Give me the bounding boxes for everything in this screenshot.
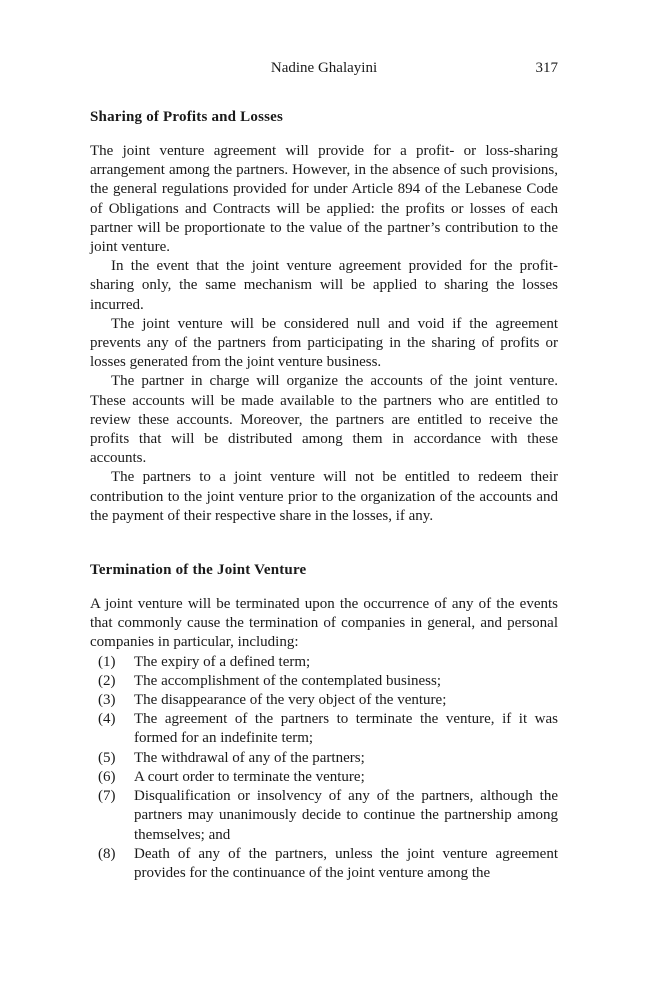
paragraph: The partners to a joint venture will not be entitled to redeem their contribution to the joint venture prior to the organization of the accounts and the payment of their respective share in the losses, if any.: [90, 469, 558, 524]
section-heading-termination: Termination of the Joint Venture: [90, 562, 307, 579]
list-item: [90, 749, 558, 768]
paragraph: A joint venture will be terminated upon the occurrence of any of the events that commonly cause the termination of companies in general, and personal companies in particular, including:: [90, 596, 558, 651]
list-item-number: (5): [98, 749, 116, 766]
list-item: [90, 787, 558, 845]
termination-events-list: [90, 653, 558, 883]
list-item: [90, 710, 558, 748]
list-item-number: (2): [98, 672, 116, 689]
list-item: [90, 845, 558, 883]
list-item: [90, 691, 558, 710]
list-item: [90, 653, 558, 672]
list-item-text: The agreement of the partners to terminate the venture, if it was formed for an indefinite term;: [134, 711, 558, 747]
list-item-number: (6): [98, 768, 116, 785]
paragraph: The partner in charge will organize the accounts of the joint venture. These accounts will be made available to the partners who are entitled to review these accounts. Moreover, the partners are entitled to receive the profits that will be distributed among them in accordance with these accounts.: [90, 373, 558, 467]
list-item-text: The accomplishment of the contemplated business;: [134, 672, 442, 689]
list-item-number: (4): [98, 711, 116, 728]
page-body: [90, 107, 558, 883]
page-number: 317: [535, 60, 558, 76]
list-item-number: (7): [98, 788, 116, 805]
list-item-number: (8): [98, 845, 116, 862]
running-head: [90, 58, 558, 78]
list-item-number: (1): [98, 653, 116, 670]
paragraph: The joint venture agreement will provide for a profit- or loss-sharing arrangement among the partners. However, in the absence of such provisions, the general regulations provided for under Article 894 of the Lebanese Code of Obligations and Contracts will be applied: the profits or losses of each partner will be proportionate to the value of the partner’s contribution to the joint venture.: [90, 143, 558, 256]
list-item-text: Disqualification or insolvency of any of the partners, although the partners may unanimously decide to continue the partnership among themselves; and: [134, 788, 558, 843]
paragraph: The joint venture will be considered null and void if the agreement prevents any of the partners from participating in the sharing of profits or losses generated from the joint venture business.: [90, 315, 558, 371]
paragraph: In the event that the joint venture agreement provided for the profit-sharing only, the same mechanism will be applied to sharing the losses incurred.: [90, 258, 558, 313]
list-item-text: Death of any of the partners, unless the joint venture agreement provides for the continuance of the joint venture among the: [134, 845, 558, 881]
list-item: [90, 672, 558, 691]
running-head-author: Nadine Ghalayini: [270, 60, 378, 76]
list-item-text: The expiry of a defined term;: [134, 653, 311, 670]
list-item-number: (3): [98, 692, 116, 709]
list-item-text: The disappearance of the very object of the venture;: [134, 692, 447, 709]
list-item: [90, 768, 558, 787]
section-heading-profits-losses: Sharing of Profits and Losses: [90, 109, 284, 125]
list-item-text: The withdrawal of any of the partners;: [134, 749, 365, 766]
list-item-text: A court order to terminate the venture;: [134, 768, 365, 785]
